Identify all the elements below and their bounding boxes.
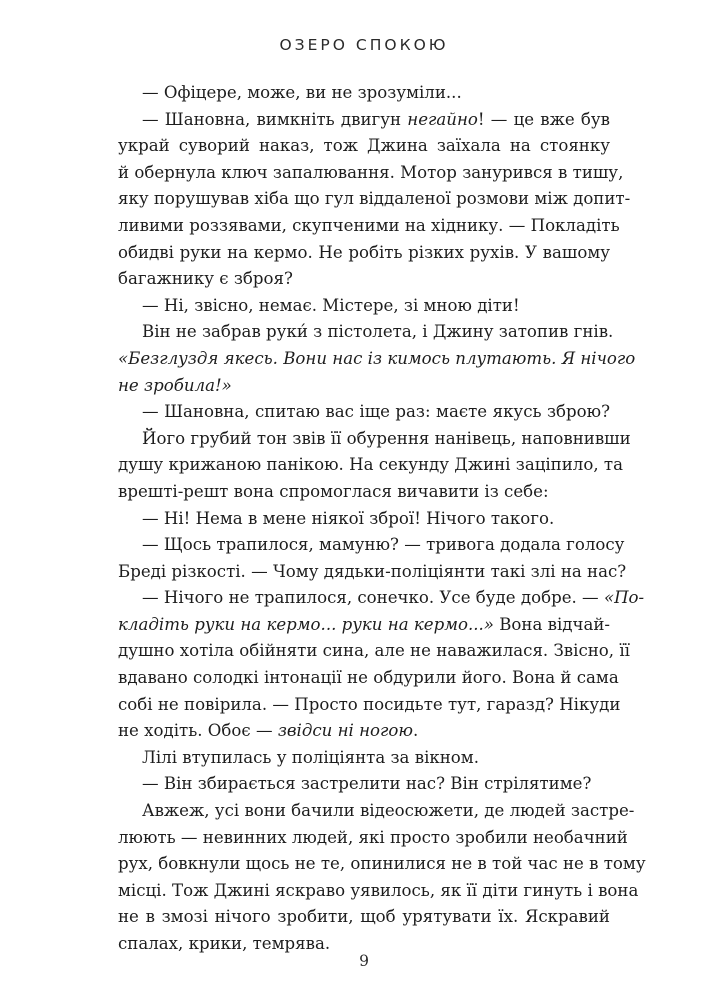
text-line	[118, 798, 635, 825]
text-run: — Ні, звісно, немає. Містере, зі мною діти!	[142, 295, 520, 315]
text-line	[118, 426, 631, 453]
text-line	[118, 585, 645, 612]
running-head: ОЗЕРО СПОКОЮ	[279, 36, 449, 54]
text-line	[118, 80, 610, 107]
text-run: обидві руки на кермо. Не робіть різких рухів. У вашому	[118, 242, 610, 262]
text-run: не ходіть. Обоє —	[118, 721, 278, 741]
text-run: Його грубий тон звів її обурення нанівець, наповнивши	[142, 428, 631, 448]
text-line	[118, 266, 610, 293]
text-line	[118, 665, 619, 692]
text-line	[118, 373, 610, 400]
text-line	[118, 878, 639, 905]
text-line	[118, 532, 625, 559]
italic-run: звідси ні ногою	[277, 721, 414, 741]
text-line	[118, 506, 610, 533]
page-number: 9	[359, 952, 369, 970]
text-run: спалах, крики, темрява.	[118, 934, 331, 953]
body-text	[118, 80, 646, 958]
text-run: ! — це вже був	[477, 109, 610, 129]
text-run: не в змозі нічого зробити, щоб урятувати їх. Яскравий	[118, 907, 610, 927]
text-line	[118, 160, 624, 187]
text-line	[118, 479, 610, 506]
text-line	[118, 186, 631, 213]
italic-run: «Безглуздя якесь. Вони нас із кимось плутають. Я нічого	[118, 348, 636, 368]
text-run: душу крижаною панікою. На секунду Джині заціпило, та	[118, 455, 623, 475]
text-run: Авжеж, усі вони бачили відеосюжети, де людей застре-	[142, 801, 635, 821]
text-line	[118, 319, 614, 346]
text-line	[118, 240, 610, 267]
text-run: Вона відчай-	[493, 614, 611, 634]
text-line	[118, 399, 610, 426]
text-line	[118, 904, 610, 931]
text-line	[118, 771, 610, 798]
text-run: — Нічого не трапилося, сонечко. Усе буде добре. —	[142, 588, 604, 608]
text-line	[118, 559, 627, 586]
italic-run: негайно	[407, 109, 478, 129]
text-run: — Шановна, спитаю вас іще раз: маєте якусь зброю?	[142, 402, 610, 422]
text-run: Лілі втупилась у поліціянта за вікном.	[142, 747, 479, 767]
text-line	[118, 213, 620, 240]
text-line	[118, 692, 621, 719]
italic-run: не зробила!»	[118, 375, 232, 395]
text-line	[118, 745, 610, 772]
text-line	[118, 107, 610, 134]
text-line	[118, 851, 646, 878]
text-run: .	[413, 721, 419, 741]
text-run: — Він збирається застрелити нас? Він стрілятиме?	[142, 774, 592, 794]
text-run: Бреді різкості. — Чому дядьки-поліціянти такі злі на нас?	[118, 561, 627, 581]
text-line	[118, 638, 630, 665]
text-line	[118, 825, 628, 852]
text-run: багажнику є зброя?	[118, 269, 293, 289]
text-line	[118, 452, 623, 479]
text-line	[118, 612, 610, 639]
text-run: рух, бовкнули щось не те, опинилися не в той час не в тому	[118, 854, 646, 874]
text-line	[118, 718, 610, 745]
text-run: — Шановна, вимкніть двигун	[142, 109, 408, 129]
text-run: — Ні! Нема в мене ніякої зброї! Нічого такого.	[142, 508, 555, 528]
text-run: — Щось трапилося, мамуню? — тривога додала голосу	[142, 535, 625, 555]
text-run: яку порушував хіба що гул віддаленої розмови між допит-	[118, 189, 631, 209]
text-run: вдавано солодкі інтонації не обдурили його. Вона й сама	[118, 668, 619, 688]
text-run: Він не забрав руки́ з пістолета, і Джину затопив гнів.	[142, 322, 614, 342]
italic-run: кладіть руки на кермо... руки на кермо...»	[118, 614, 494, 634]
text-run: люють — невинних людей, які просто зробили необачний	[118, 827, 628, 847]
text-run: — Офіцере, може, ви не зрозуміли...	[142, 83, 462, 102]
text-line	[118, 133, 610, 160]
text-run: душно хотіла обійняти сина, але не наважилася. Звісно, її	[118, 641, 630, 661]
text-line	[118, 293, 610, 320]
text-run: й обернула ключ запалювання. Мотор занурився в тишу,	[118, 162, 624, 182]
text-line	[118, 346, 636, 373]
text-run: місці. Тож Джині яскраво уявилось, як її діти гинуть і вона	[118, 880, 639, 900]
italic-run: «По-	[603, 588, 645, 608]
text-run: собі не повірила. — Просто посидьте тут, гаразд? Нікуди	[118, 694, 621, 714]
text-run: врешті-решт вона спромоглася вичавити із себе:	[118, 481, 549, 501]
text-run: украй суворий наказ, тож Джина заїхала на стоянку	[118, 136, 610, 156]
text-run: ливими роззявами, скупченими на хіднику. — Покладіть	[118, 215, 620, 235]
